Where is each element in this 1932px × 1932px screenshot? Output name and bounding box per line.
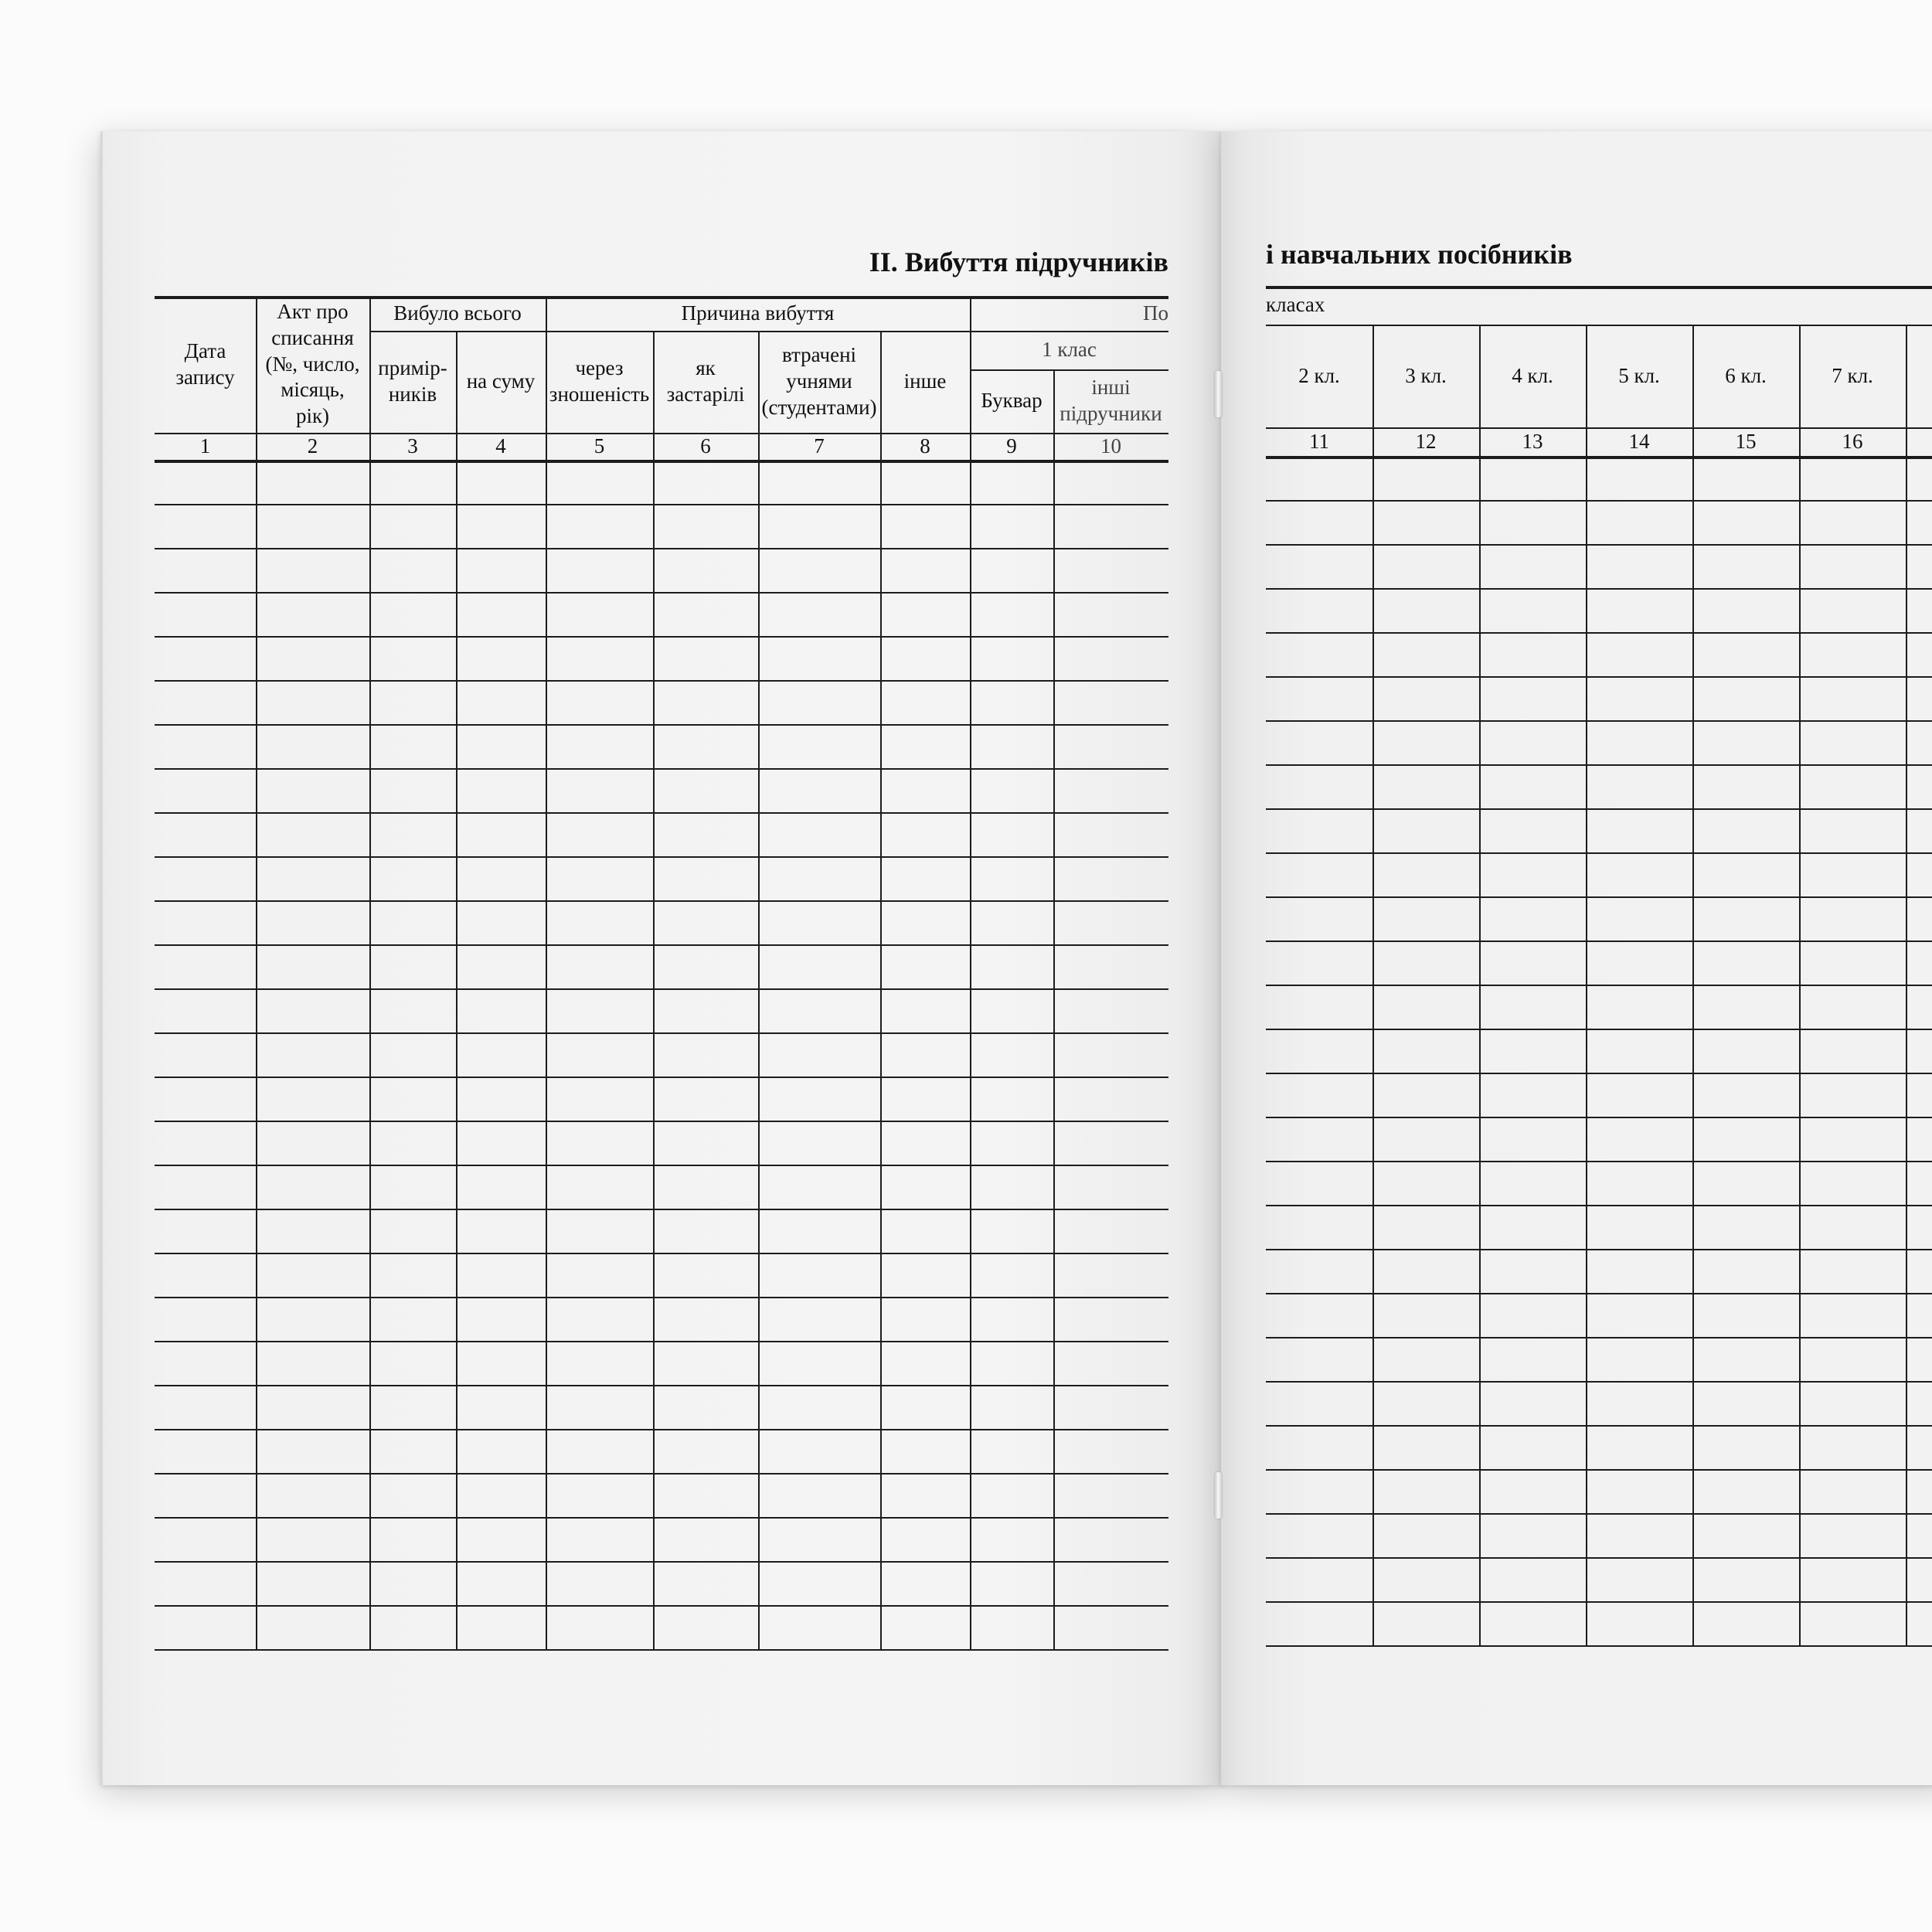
column-number-bottom-line [1266,456,1932,459]
column-number: 6 [700,434,711,457]
table-row-line [155,680,1168,682]
header-sum: на суму [466,369,536,393]
header-class: 6 кл. [1725,363,1767,387]
column-number: 13 [1522,429,1543,453]
column-divider-1 [256,296,257,1649]
header-lost: втрачені учнями (студентами) [761,343,877,419]
table-row-line [1266,1337,1932,1338]
header-date: Дата запису [175,338,235,389]
table-row-line [1266,985,1932,986]
table-row-line [155,548,1168,549]
table-row-line [155,1561,1168,1563]
header-class: 4 кл. [1512,363,1553,387]
left-page-title: II. Вибуття підручників [869,247,1168,277]
column-number: 10 [1100,434,1121,457]
column-divider-5 [653,331,655,1649]
table-row-line [1266,632,1932,634]
table-row-line [155,1032,1168,1034]
column-number: 14 [1628,429,1650,453]
table-row-line [155,504,1168,505]
table-row-line [155,1517,1168,1519]
table-row-line [1266,1161,1932,1162]
table-row-line [1266,1557,1932,1559]
table-row-line [155,636,1168,638]
table-row-line [1266,1381,1932,1383]
table-row-line [155,1473,1168,1475]
column-number: 2 [307,434,318,457]
table-row-line [155,768,1168,770]
column-number: 11 [1309,429,1329,453]
column-number: 8 [920,434,930,457]
header-other: інше [903,369,947,393]
header-class: 5 кл. [1618,363,1660,387]
header-group-continued: класах [1266,293,1325,317]
header-class: 7 кл. [1832,363,1873,387]
table-row-line [155,1385,1168,1386]
header-worn: через зношеність [549,356,650,406]
table-row-line [155,1605,1168,1607]
table-row-line [1266,1205,1932,1206]
table-row-line [1266,1469,1932,1471]
table-row-line [1266,1117,1932,1118]
column-divider-2 [369,296,371,1649]
table-row-line [155,900,1168,902]
table-row-line [1266,764,1932,766]
column-divider-3 [456,331,457,1649]
table-row-line [1266,1645,1932,1647]
header-copies: примір- ників [378,356,447,406]
table-row-line [155,856,1168,858]
table-row-line [155,1121,1168,1122]
column-divider-9 [1053,369,1055,1649]
column-number: 4 [495,434,506,457]
table-row-line [155,1209,1168,1210]
column-number: 1 [199,434,211,457]
table-row-line [155,1429,1168,1430]
table-row-line [1266,1513,1932,1515]
table-row-line [1266,808,1932,810]
table-row-line [155,1253,1168,1254]
table-row-line [155,1341,1168,1342]
table-row-line [155,1649,1168,1651]
column-divider-7 [880,331,882,1649]
header-class1: 1 клас [1042,338,1097,362]
staple-bottom [1215,1472,1222,1519]
header-group-reason: Причина вибуття [681,301,835,325]
table-row-line [1266,1249,1932,1250]
table-row-line [1266,720,1932,722]
column-number: 9 [1006,434,1017,457]
table-row-line [1266,1293,1932,1294]
right-page-title: і навчальних посібників [1266,239,1573,270]
header-class: 2 кл. [1298,363,1340,387]
column-number: 5 [594,434,605,457]
table-row-line [155,1077,1168,1078]
header-act: Акт про списання (№, число, місяць, рік) [265,300,360,428]
column-number: 16 [1842,429,1863,453]
table-row-line [155,724,1168,726]
column-divider-6 [758,331,760,1649]
table-row-line [155,1165,1168,1166]
table-row-line [1266,500,1932,502]
table-row-line [155,592,1168,594]
table-row-line [1266,852,1932,854]
table-row-line [1266,896,1932,898]
header-obsolete: як застарілі [666,356,745,406]
header-group-total: Вибуло всього [393,301,522,325]
column-number: 3 [407,434,418,457]
column-divider-8 [970,296,971,1649]
header-class: 3 кл. [1405,363,1447,387]
header-primer: Буквар [981,389,1043,413]
table-row-line [155,988,1168,990]
staple-top [1215,371,1222,417]
column-number: 15 [1735,429,1757,453]
table-row-line [1266,1029,1932,1030]
table-row-line [155,812,1168,814]
column-number: 12 [1415,429,1437,453]
column-number: 7 [814,434,825,457]
table-row-line [1266,1073,1932,1074]
header-other-textbooks: інші підручники [1060,376,1162,425]
table-row-line [1266,940,1932,942]
table-row-line [155,944,1168,946]
table-row-line [1266,1601,1932,1603]
table-row-line [1266,588,1932,590]
column-number-bottom-line [155,460,1168,463]
table-row-line [1266,676,1932,678]
table-row-line [1266,1425,1932,1427]
table-row-line [155,1297,1168,1298]
column-divider-4 [546,296,547,1649]
header-group-classes: По [1143,301,1168,325]
table-row-line [1266,544,1932,546]
